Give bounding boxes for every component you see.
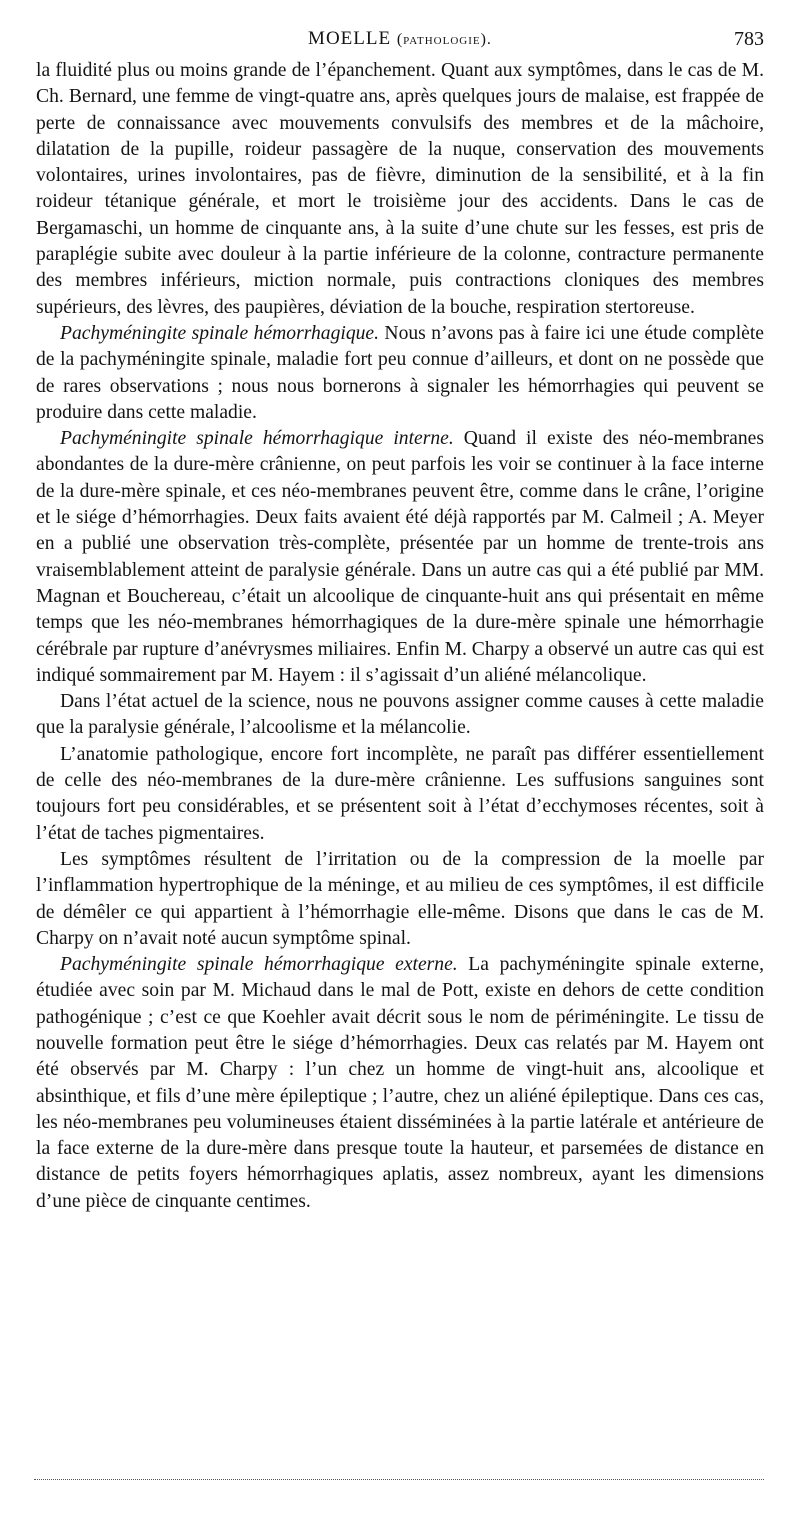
paragraph-continuation xyxy=(36,58,764,321)
paragraph-interne xyxy=(36,426,764,689)
paragraph-text: Nous n’avons pas à faire ici une étude complète de la pachyméningite spinale, maladie fort peu connue d’ailleurs, et dont on ne possède que de rares observations ; nous nous bornerons à signaler les hémorrhagies qui peuvent se produire dans cette maladie. xyxy=(36,322,764,423)
section-heading: Pachyméningite spinale hémorrhagique externe. xyxy=(60,954,458,976)
footer-dotted-rule xyxy=(34,1479,764,1480)
paragraph-anatomie xyxy=(36,742,764,847)
running-head xyxy=(36,24,764,58)
paragraph-text: Quand il existe des néo-membranes abondantes de la dure-mère crânienne, on peut parfois les voir se continuer à la face interne de la dure-mère spinale, et ces néo-membranes peuvent être, comme dans le crâne, l’origine et le siége d’hémorrhagies. Deux faits avaient été déjà rapportés par M. Calmeil ; A. Meyer en a publié une observation très-complète, présentée par un homme de trente-trois ans vraisemblablement atteint de paralysie générale. Dans un autre cas qui a été publié par MM. Magnan et Bouchereau, c’était un alcoolique de cinquante-huit ans qui présentait en même temps que les néo-membranes hémorrhagiques de la dure-mère spinale une hémorrhagie cérébrale par rupture d’anévrysmes miliaires. Enfin M. Charpy a observé un autre cas qui est indiqué sommairement par M. Hayem : il s’agissait d’un aliéné mélancolique. xyxy=(36,428,764,686)
section-heading: Pachyméningite spinale hémorrhagique. xyxy=(60,322,380,344)
paragraph-pachymeningite xyxy=(36,321,764,426)
running-title xyxy=(36,28,764,50)
paragraph-symptomes xyxy=(36,847,764,952)
paragraph-text: L’anatomie pathologique, encore fort incomplète, ne paraît pas différer essentiellement de celle des néo-membranes de la dure-mère crânienne. Les suffusions sanguines sont toujours fort peu considérables, et se présentent soit à l’état d’ecchymoses récentes, soit à l’état de taches pigmentaires. xyxy=(36,743,764,844)
body-text xyxy=(36,58,764,1215)
running-title-sub: (pathologie). xyxy=(396,31,492,48)
paragraph-text: la fluidité plus ou moins grande de l’épanchement. Quant aux symptômes, dans le cas de M. Ch. Bernard, une femme de vingt-quatre ans, après quelques jours de malaise, est frappée de perte de connaissance avec mouvements convulsifs des membres et de la mâchoire, dilatation de la pupille, roideur passagère de la nuque, conservation des mouvements volontaires, urines involontaires, pas de fièvre, diminution de la sensibilité, et à la fin roideur tétanique générale, et mort le troisième jour des accidents. Dans le cas de Bergamaschi, un homme de cinquante ans, à la suite d’une chute sur les fesses, est pris de paraplégie subite avec douleur à la partie inférieure de la colonne, contracture permanente des membres inférieurs, miction normale, puis contractions cloniques des membres supérieurs, des lèvres, des paupières, déviation de la bouche, respiration stertoreuse. xyxy=(36,60,764,318)
paragraph-text: Les symptômes résultent de l’irritation ou de la compression de la moelle par l’inflammation hypertrophique de la méninge, et au milieu de ces symptômes, il est difficile de démêler ce qui appartient à l’hémorrhagie elle-même. Disons que dans le cas de M. Charpy on n’avait noté aucun symptôme spinal. xyxy=(36,848,764,949)
running-title-main: MOELLE xyxy=(308,28,392,49)
paragraph-causes xyxy=(36,689,764,742)
page-number: 783 xyxy=(734,28,764,50)
paragraph-text: La pachyméningite spinale externe, étudiée avec soin par M. Michaud dans le mal de Pott, existe en dehors de cette condition pathogénique ; c’est ce que Koehler avait décrit sous le nom de périméningite. Le tissu de nouvelle formation peut être le siége d’hémorrhagies. Deux cas relatés par M. Hayem ont été observés par M. Charpy : l’un chez un homme de vingt-huit ans, alcoolique et absinthique, et fils d’une mère épileptique ; l’autre, chez un aliéné épileptique. Dans ces cas, les néo-membranes peu volumineuses étaient disséminées à la partie latérale et antérieure de la face externe de la dure-mère dans presque toute la hauteur, et parsemées de distance en distance de petits foyers hémorrhagiques aplatis, assez nombreux, ayant les dimensions d’une pièce de cinquante centimes. xyxy=(36,954,765,1212)
paragraph-externe xyxy=(36,952,764,1215)
paragraph-text: Dans l’état actuel de la science, nous ne pouvons assigner comme causes à cette maladie que la paralysie générale, l’alcoolisme et la mélancolie. xyxy=(36,691,764,739)
page xyxy=(36,24,764,1215)
section-heading: Pachyméningite spinale hémorrhagique interne. xyxy=(60,428,454,450)
